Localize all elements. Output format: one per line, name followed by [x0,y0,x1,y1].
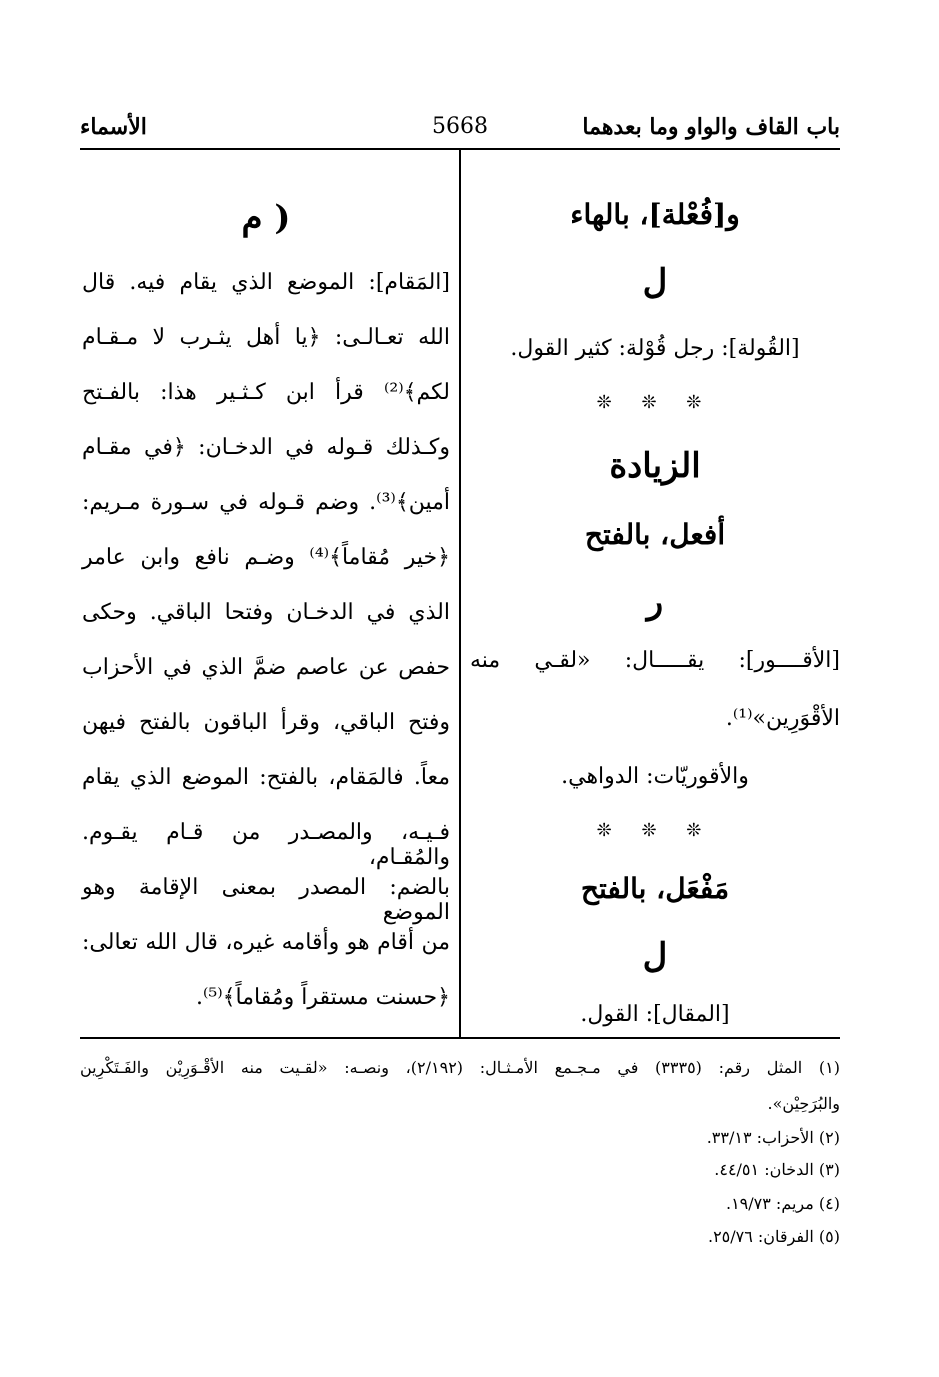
footnote-1: (١) المثل رقم: (٣٣٣٥) في مـجـمع الأمـثـال: (٢/١٩٢)، ونصـه: «لقـيت منه الأقْـوَرِيْن والفَـتَكْرِين [80,1058,840,1077]
running-head-section: الأسماء [80,114,147,140]
text-line: الذي في الدخـان وفتحا الباقي. وحكى [82,600,450,625]
text-line: أمين﴾⁽³⁾. وضم قـوله في سـورة مـريم: [82,490,450,515]
text-line: ﴿حسنت مستقراً ومُقاماً﴾⁽⁵⁾. [195,985,450,1010]
footnote-3: (٣) الدخان: ٤٤/٥١. [714,1160,840,1179]
text-line: وفتح الباقي، وقرأ الباقون بالفتح فيهن [82,710,450,735]
separator-stars: ❊ ❊ ❊ [596,820,714,841]
footnote-2: (٢) الأحزاب: ٣٣/١٣. [706,1128,840,1147]
column-divider [459,148,461,1038]
entry-aqwar-cont: الأقْوَرِين»⁽¹⁾. [725,706,840,731]
root-letter-mim: ( م [241,198,291,238]
root-letter-lam: ل [642,936,668,976]
text-line: بالضم: المصدر بمعنى الإقامة وهو الموضع [82,875,450,925]
footnote-1-cont: والبُرَحِيْن». [767,1094,840,1113]
separator-stars: ❊ ❊ ❊ [596,392,714,413]
footnote-rule [80,1037,840,1039]
heading-fu3la: و[فُعْلة]، بالهاء [570,198,740,231]
text-line: معاً. فالمَقام، بالفتح: الموضع الذي يقام [82,765,450,790]
text-line: من أقام هو وأقامه غيره، قال الله تعالى: [82,930,450,955]
running-head-chapter: باب القاف والواو وما بعدهما [582,114,840,140]
root-letter-lam: ل [642,262,668,302]
text-line: ﴿خير مُقاماً﴾⁽⁴⁾ وضـم نافع وابن عامر [82,545,450,570]
footnote-5: (٥) الفرقان: ٢٥/٧٦. [707,1227,840,1246]
page-number: 5668 [432,114,488,139]
entry-maqal: [المقال]: القول. [580,1002,730,1027]
root-letter-ra: ر [646,582,664,622]
heading-maf3al: مَفْعَل، بالفتح [580,872,730,905]
footnote-4: (٤) مريم: ١٩/٧٣. [725,1194,840,1213]
page-header [80,108,840,148]
text-line: وكـذلك قـوله في الدخـان: ﴿في مقـام [82,435,450,460]
heading-af3al: أفعل، بالفتح [584,518,726,551]
text-line: فـيـه، والمصـدر من قـام يقـوم. والمُقـام، [82,820,450,870]
entry-aqwariyat: والأقوريّات: الدواهي. [561,764,749,789]
text-line: حفص عن عاصم ضمَّ الذي في الأحزاب [82,655,450,680]
text-line: [المَقام]: الموضع الذي يقام فيه. قال [82,270,450,295]
text-line: الله تعـالـى: ﴿يا أهل يثـرب لا مـقـام [82,325,450,350]
section-ziyada: الزيادة [609,446,701,486]
entry-aqwar: [الأقــــور]: يقـــــال: «لقـي منه [470,648,840,673]
entry-qawla: [القُولة]: رجل قُوْلة: كثير القول. [510,336,800,361]
text-line: لكم﴾⁽²⁾ قرأ ابن كـثـير هذا: بالفـتح [82,380,450,405]
